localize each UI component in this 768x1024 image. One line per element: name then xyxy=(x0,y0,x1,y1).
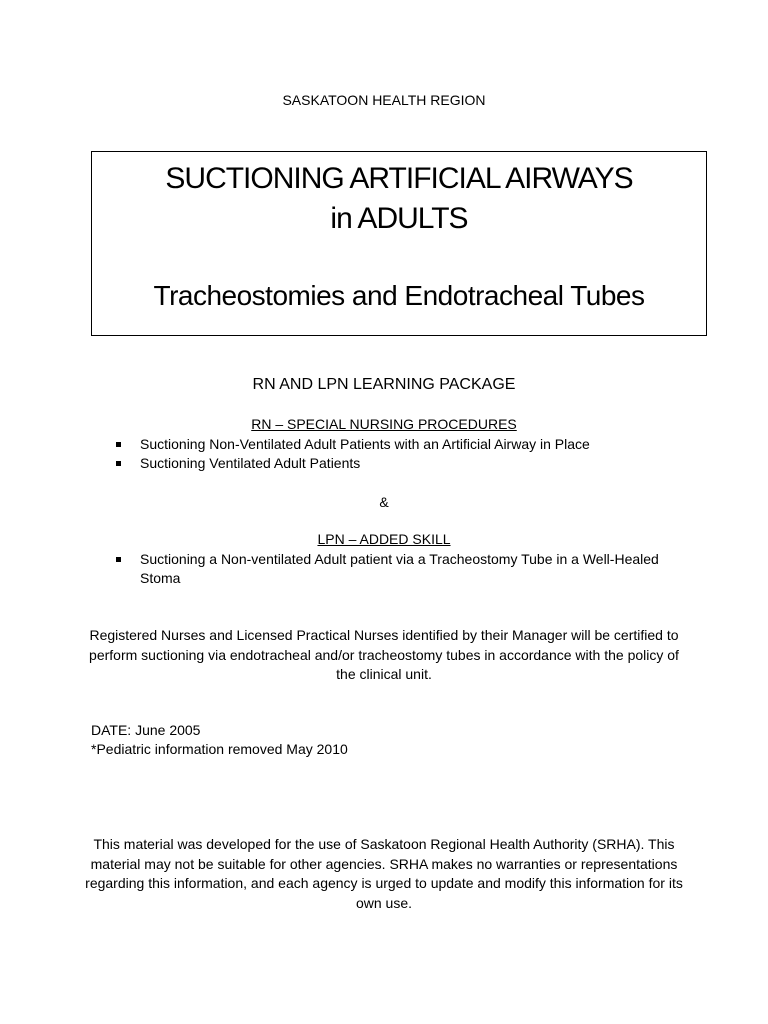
disclaimer: This material was developed for the use of Saskatoon Regional Health Authority (SRHA). This material may not be suitable for other agencies. SRHA makes no warranties or representations regarding this information, and each agency is urged to update and modify this information for its own use. xyxy=(85,836,683,911)
package-title: RN AND LPN LEARNING PACKAGE xyxy=(252,376,516,393)
section-separator: & xyxy=(379,494,389,510)
rn-section-heading: RN – SPECIAL NURSING PROCEDURES xyxy=(251,416,517,432)
lpn-skill-list xyxy=(114,550,674,588)
lpn-section-heading: LPN – ADDED SKILL xyxy=(317,531,451,547)
date-line: DATE: June 2005 xyxy=(91,722,201,738)
document-subtitle: Tracheostomies and Endotracheal Tubes xyxy=(153,280,645,311)
certification-statement: Registered Nurses and Licensed Practical Nurses identified by their Manager will be certified to perform suctioning via endotracheal and/or tracheostomy tubes in accordance with the policy of the clinical unit. xyxy=(89,627,679,682)
title-box xyxy=(91,151,707,336)
document-title-line1: SUCTIONING ARTIFICIAL AIRWAYS xyxy=(165,162,633,195)
document-title-line2: in ADULTS xyxy=(330,202,468,235)
rn-procedure-list xyxy=(114,435,674,473)
organization-name: SASKATOON HEALTH REGION xyxy=(282,92,486,108)
date-block xyxy=(91,721,348,759)
list-item: Suctioning a Non-ventilated Adult patient via a Tracheostomy Tube in a Well-Healed Stoma xyxy=(114,550,674,588)
revision-note: *Pediatric information removed May 2010 xyxy=(91,741,348,757)
list-item: Suctioning Ventilated Adult Patients xyxy=(114,454,674,473)
list-item: Suctioning Non-Ventilated Adult Patients with an Artificial Airway in Place xyxy=(114,435,674,454)
